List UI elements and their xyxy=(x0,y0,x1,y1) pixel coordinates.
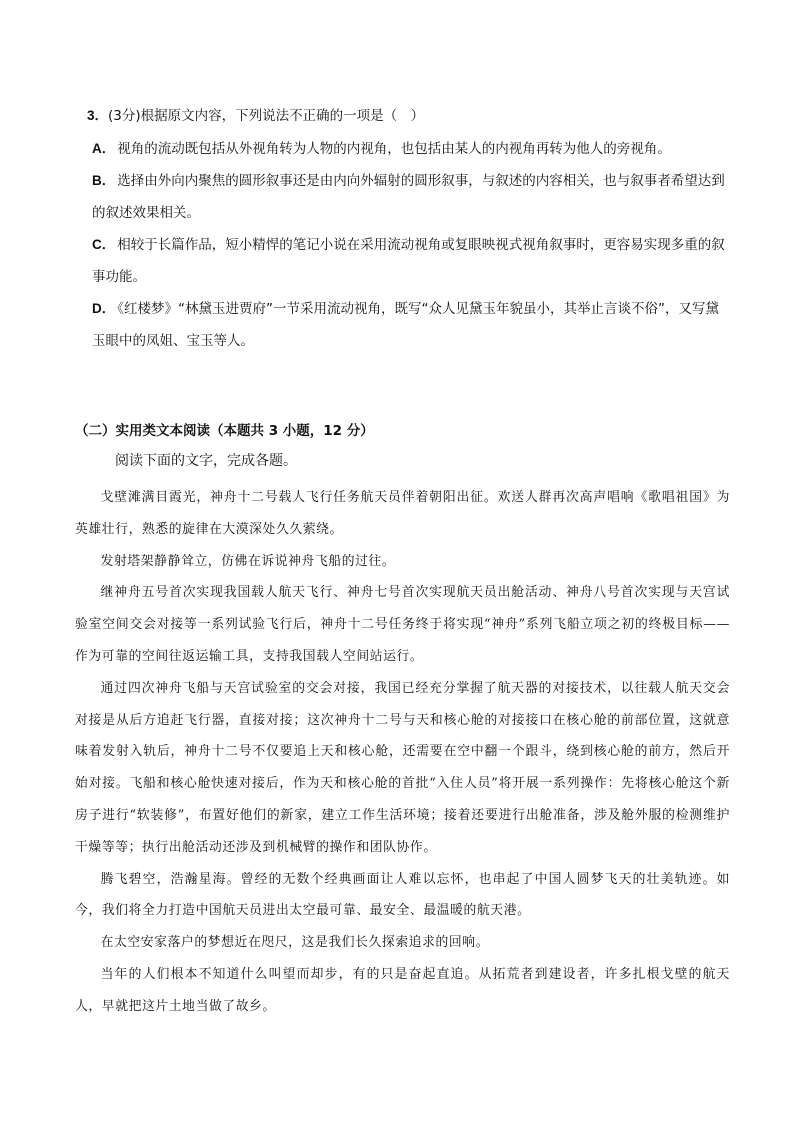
option-text: 相较于长篇作品，短小精悍的笔记小说在采用流动视角或复眼映视式视角叙事时，更容易实现多重的叙事功能。 xyxy=(92,237,725,285)
passage-paragraph: 腾飞碧空，浩瀚星海。曾经的无数个经典画面让人难以忘怀，也串起了中国人圆梦飞天的壮美轨迹。如今，我们将全力打造中国航天员进出太空最可靠、最安全、最温暖的航天港。 xyxy=(75,871,730,919)
option-text: 选择由外向内聚焦的圆形叙事还是由内向外辐射的圆形叙事，与叙述的内容相关，也与叙事者希望达到的叙述效果相关。 xyxy=(92,173,725,221)
option-label: D． xyxy=(92,301,116,316)
option-b xyxy=(87,165,727,229)
reading-passage xyxy=(75,482,730,1023)
option-c xyxy=(87,229,727,293)
question-stem-text: (3分)根据原文内容，下列说法不正确的一项是（ ） xyxy=(108,108,425,124)
question-3 xyxy=(87,100,727,357)
passage-paragraph: 戈壁滩满目霞光，神舟十二号载人飞行任务航天员伴着朝阳出征。欢送人群再次高声唱响《歌唱祖国》为英雄壮行，熟悉的旋律在大漠深处久久萦绕。 xyxy=(75,490,730,537)
question-number: 3． xyxy=(87,108,109,123)
option-label: B． xyxy=(92,173,116,188)
section-instruction: 阅读下面的文字，完成各题。 xyxy=(115,453,297,469)
passage-paragraph: 当年的人们根本不知道什么叫望而却步，有的只是奋起直追。从拓荒者到建设者，许多扎根戈壁的航天人，早就把这片土地当做了故乡。 xyxy=(75,966,730,1014)
option-d xyxy=(87,293,727,357)
option-label: A． xyxy=(92,140,116,156)
passage-paragraph: 在太空安家落户的梦想近在咫尺，这是我们长久探索追求的回响。 xyxy=(100,935,490,951)
option-a xyxy=(87,133,727,166)
passage-paragraph: 继神舟五号首次实现我国载人航天飞行、神舟七号首次实现航天员出舱活动、神舟八号首次实现与天宫试验室空间交会对接等一系列试验飞行后，神舟十二号任务终于将实现“神舟”系列飞船立项之初的终极目标——作为可靠的空间往返运输工具，支持我国载人空间站运行。 xyxy=(75,585,730,664)
passage-paragraph: 发射塔架静静耸立，仿佛在诉说神舟飞船的过往。 xyxy=(100,553,396,569)
option-label: C． xyxy=(92,237,116,252)
option-text: 视角的流动既包括从外视角转为人物的内视角，也包括由某人的内视角再转为他人的旁视角。 xyxy=(117,140,671,157)
section-title: （二）实用类文本阅读（本题共 3 小题，12 分） xyxy=(75,423,374,439)
passage-paragraph: 通过四次神舟飞船与天宫试验室的交会对接，我国已经充分掌握了航天器的对接技术，以往载人航天交会对接是从后方追赶飞行器，直接对接；这次神舟十二号与天和核心舱的对接接口在核心舱的前部位置，这就意味着发射入轨后，神舟十二号不仅要追上天和核心舱，还需要在空中翻一个跟斗，绕到核心舱的前方，然后开始对接。飞船和核心舱快速对接后，作为天和核心舱的首批“入住人员”将开展一系列操作：先将核心舱这个新房子进行“软装修”，布置好他们的新家，建立工作生活环境；接着还要进行出舱准备，涉及舱外服的检测维护干燥等等；执行出舱活动还涉及到机械臂的操作和团队协作。 xyxy=(75,680,730,855)
option-text: 《红楼梦》“林黛玉进贾府”一节采用流动视角，既写“众人见黛玉年貌虽小，其举止言谈不俗”，又写黛玉眼中的凤姐、宝玉等人。 xyxy=(92,301,719,349)
question-stem xyxy=(87,100,727,133)
